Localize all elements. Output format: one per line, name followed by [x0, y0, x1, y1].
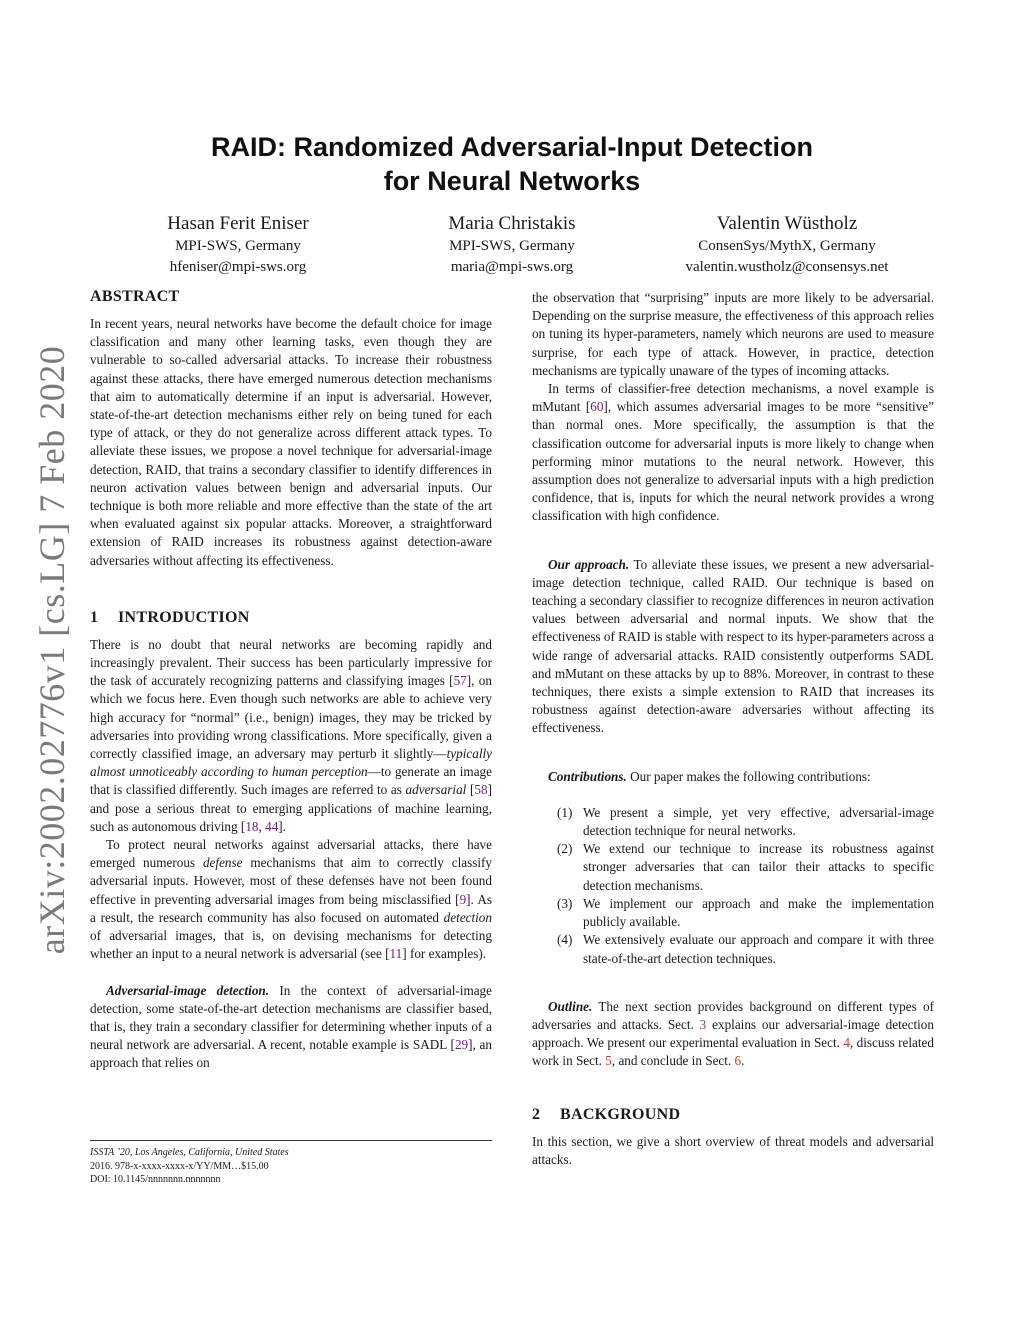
author-affiliation: MPI-SWS, Germany	[449, 238, 575, 254]
author-email: hfeniser@mpi-sws.org	[169, 259, 307, 275]
list-item	[532, 895, 934, 931]
citation-link[interactable]: 58	[474, 782, 488, 798]
footnote	[90, 1140, 492, 1187]
text-run: ], on which we focus here. Even though such networks are able to achieve very high accuracy for “normal” (i.e., benign) images, they may be tricked by adversaries into providing wrong classifications. More specifically, given a correctly classified image, an adversary may perturb it slightly—	[90, 673, 492, 762]
background-heading	[532, 1105, 934, 1125]
list-item	[532, 840, 934, 895]
text-run: ], which assumes adversarial images to be more “sensitive” than normal ones. More specifically, the assumption is that the classification outcome for adversarial inputs is more likely to change when performing minor mutations to the neural network. However, this assumption does not generalize to adversarial inputs with a high prediction confidence, that is, inputs for which the neural network provides a wrong classification with high confidence.	[532, 399, 934, 524]
emphasis: adversarial	[405, 782, 467, 798]
text-run: of adversarial images, that is, on devising mechanisms for detecting whether an input to a neural network is adversarial (see [	[90, 928, 492, 962]
outline-paragraph	[532, 998, 934, 1071]
text-run: , discuss related work in Sect.	[532, 1035, 934, 1069]
citation-link[interactable]: 9	[459, 891, 467, 907]
paragraph-heading: Outline.	[548, 998, 593, 1014]
list-item-text: We implement our approach and make the implementation publicly available.	[583, 895, 934, 930]
paper-title	[0, 130, 1024, 198]
background-text: In this section, we give a short overview of threat models and adversarial attacks.	[532, 1133, 934, 1167]
paragraph-heading: Contributions.	[548, 768, 627, 784]
contributions-paragraph	[532, 768, 934, 786]
abstract-text: In recent years, neural networks have become the default choice for image classification and many other learning tasks, even though they are vulnerable to so-called adversarial attacks. To increase their robustness against these attacks, there have emerged numerous detection mechanisms that aim to automatically determine if an input is adversarial. However, state-of-the-art detection mechanisms either rely on being tuned for each type of attack, or they do not generalize across different attack types. To alleviate these issues, we propose a novel technique for adversarial-image detection, RAID, that trains a secondary classifier to identify differences in neuron activation values between benign and adversarial inputs. Our technique is both more reliable and more effective than the state of the art when evaluated against six popular attacks. Moreover, a straightforward extension of RAID increases its robustness against detection-aware adversaries without affecting its effectiveness.	[90, 316, 492, 568]
approach-paragraph	[532, 556, 934, 738]
author-name: Hasan Ferit Eniser	[167, 213, 309, 234]
text-run: .	[741, 1053, 745, 1069]
text-run: [	[466, 782, 475, 798]
emphasis: typically almost unnoticeably according to human perception	[90, 746, 492, 780]
intro-paragraph-5	[532, 380, 934, 526]
section-number: 2	[532, 1105, 541, 1123]
section-link[interactable]: 5	[605, 1053, 612, 1069]
contributions-list	[532, 804, 934, 968]
text-run: In terms of classifier-free detection mechanisms, a novel example is mMutant [	[532, 381, 934, 415]
doi-info: DOI: 10.1145/nnnnnnn.nnnnnnn	[90, 1174, 221, 1185]
citation-link[interactable]: 60	[590, 399, 604, 415]
section-title: INTRODUCTION	[118, 608, 250, 626]
author-email: valentin.wustholz@consensys.net	[685, 259, 889, 275]
section-link[interactable]: 6	[734, 1053, 742, 1069]
list-number: (4)	[557, 932, 573, 948]
paragraph-heading: Adversarial-image detection.	[106, 982, 270, 998]
paragraph-heading: Our approach.	[548, 556, 630, 572]
section-number: 1	[90, 608, 99, 626]
section-link[interactable]: 4	[843, 1035, 850, 1051]
title-line-2: for Neural Networks	[383, 166, 641, 196]
emphasis: detection	[443, 909, 492, 925]
author-1	[88, 212, 388, 278]
text-run: ].	[278, 818, 286, 834]
list-number: (1)	[557, 804, 573, 820]
text-run: explains our adversarial-image detection approach. We present our experimental evaluation in Sect.	[532, 1016, 934, 1051]
citation-link[interactable]: 44	[265, 818, 279, 834]
author-name: Maria Christakis	[448, 213, 576, 234]
list-item-text: We extend our technique to increase its robustness against stronger adversaries that can tailor their attacks to specific detection mechanisms.	[583, 841, 934, 893]
list-item	[532, 804, 934, 840]
text-run: —to generate an image that is classified differently. Such images are referred to as	[90, 764, 492, 798]
isbn-info: 2016. 978-x-xxxx-xxxx-x/YY/MM…$15.00	[90, 1160, 269, 1172]
intro-paragraph-1	[90, 636, 492, 836]
section-title: BACKGROUND	[560, 1105, 681, 1123]
text-run: ]. As a result, the research community has also focused on automated	[90, 891, 492, 925]
text-run: ,	[258, 818, 266, 834]
text-run: , and conclude in Sect.	[611, 1053, 735, 1069]
text-run: To alleviate these issues, we present a new adversarial-image detection technique, called RAID. Our technique is based on teaching a secondary classifier to recognize differences in neuron activation values between adversarial and normal inputs. We show that the effectiveness of RAID is stable with respect to its hyper-parameters across a wide range of adversarial attacks. RAID consistently outperforms SADL and mMutant on these attacks by up to 88%. Moreover, in contrast to these techniques, there exists a simple extension to RAID that increases its robustness against detection-aware adversaries without affecting its effectiveness.	[532, 556, 934, 736]
text-run: To protect neural networks against adversarial attacks, there have emerged numerous	[90, 837, 492, 871]
author-name: Valentin Wüstholz	[716, 213, 858, 234]
author-2	[362, 212, 662, 278]
text-run: The next section provides background on different types of adversaries and attacks. Sect.	[532, 998, 934, 1032]
list-item-text: We present a simple, yet very effective, adversarial-image detection technique for neural networks.	[583, 804, 934, 839]
text-run: In the context of adversarial-image detection, some state-of-the-art detection mechanisms are classifier based, that is, they train a secondary classifier for determining whether inputs of a neural network are adversarial. A recent, notable example is SADL [	[90, 982, 493, 1053]
text-run: ] and pose a serious threat to emerging applications of machine learning, such as autonomous driving [	[90, 782, 492, 834]
citation-link[interactable]: 57	[453, 673, 467, 689]
left-column	[90, 287, 492, 1073]
section-link[interactable]: 3	[699, 1016, 707, 1032]
list-item	[532, 931, 934, 967]
text-run: ] for examples).	[402, 946, 487, 962]
introduction-heading	[90, 608, 492, 628]
list-number: (3)	[557, 895, 573, 911]
intro-paragraph-4: the observation that “surprising” inputs are more likely to be adversarial. Depending on the surprise measure, the effectiveness of this approach relies on tuning its hyper-parameters, namely which neurons are used to measure surprise, for each type of attack. However, in practice, detection mechanisms are typically unaware of the types of incoming attacks.	[532, 290, 934, 378]
author-email: maria@mpi-sws.org	[450, 259, 574, 275]
author-affiliation: ConsenSys/MythX, Germany	[698, 238, 876, 254]
citation-link[interactable]: 29	[454, 1037, 469, 1053]
citation-link[interactable]: 11	[389, 946, 403, 962]
intro-paragraph-3	[90, 982, 492, 1073]
conference-info: ISSTA ’20, Los Angeles, California, United States	[90, 1147, 289, 1158]
emphasis: defense	[202, 855, 243, 871]
abstract-heading: ABSTRACT	[90, 288, 180, 305]
text-run: There is no doubt that neural networks are becoming rapidly and increasingly prevalent. Their success has been particularly impressive for the task of accurately recognizing patterns and classifying images [	[90, 636, 492, 689]
list-item-text: We extensively evaluate our approach and compare it with three state-of-the-art detection techniques.	[583, 932, 934, 966]
text-run: mechanisms that aim to correctly classify adversarial inputs. However, most of these defenses have not been found effective in preventing adversarial images from being misclassified [	[90, 855, 492, 907]
intro-paragraph-2	[90, 836, 492, 963]
author-affiliation: MPI-SWS, Germany	[175, 238, 301, 254]
citation-link[interactable]: 18	[245, 818, 259, 834]
text-run: ], an approach that relies on	[90, 1037, 492, 1071]
author-3	[637, 212, 937, 278]
title-line-1: RAID: Randomized Adversarial-Input Detection	[210, 132, 814, 162]
right-column	[532, 289, 934, 1169]
text-run: Our paper makes the following contributions:	[626, 768, 871, 784]
arxiv-stamp: arXiv:2002.02776v1 [cs.LG] 7 Feb 2020	[32, 345, 72, 955]
list-number: (2)	[557, 841, 573, 857]
